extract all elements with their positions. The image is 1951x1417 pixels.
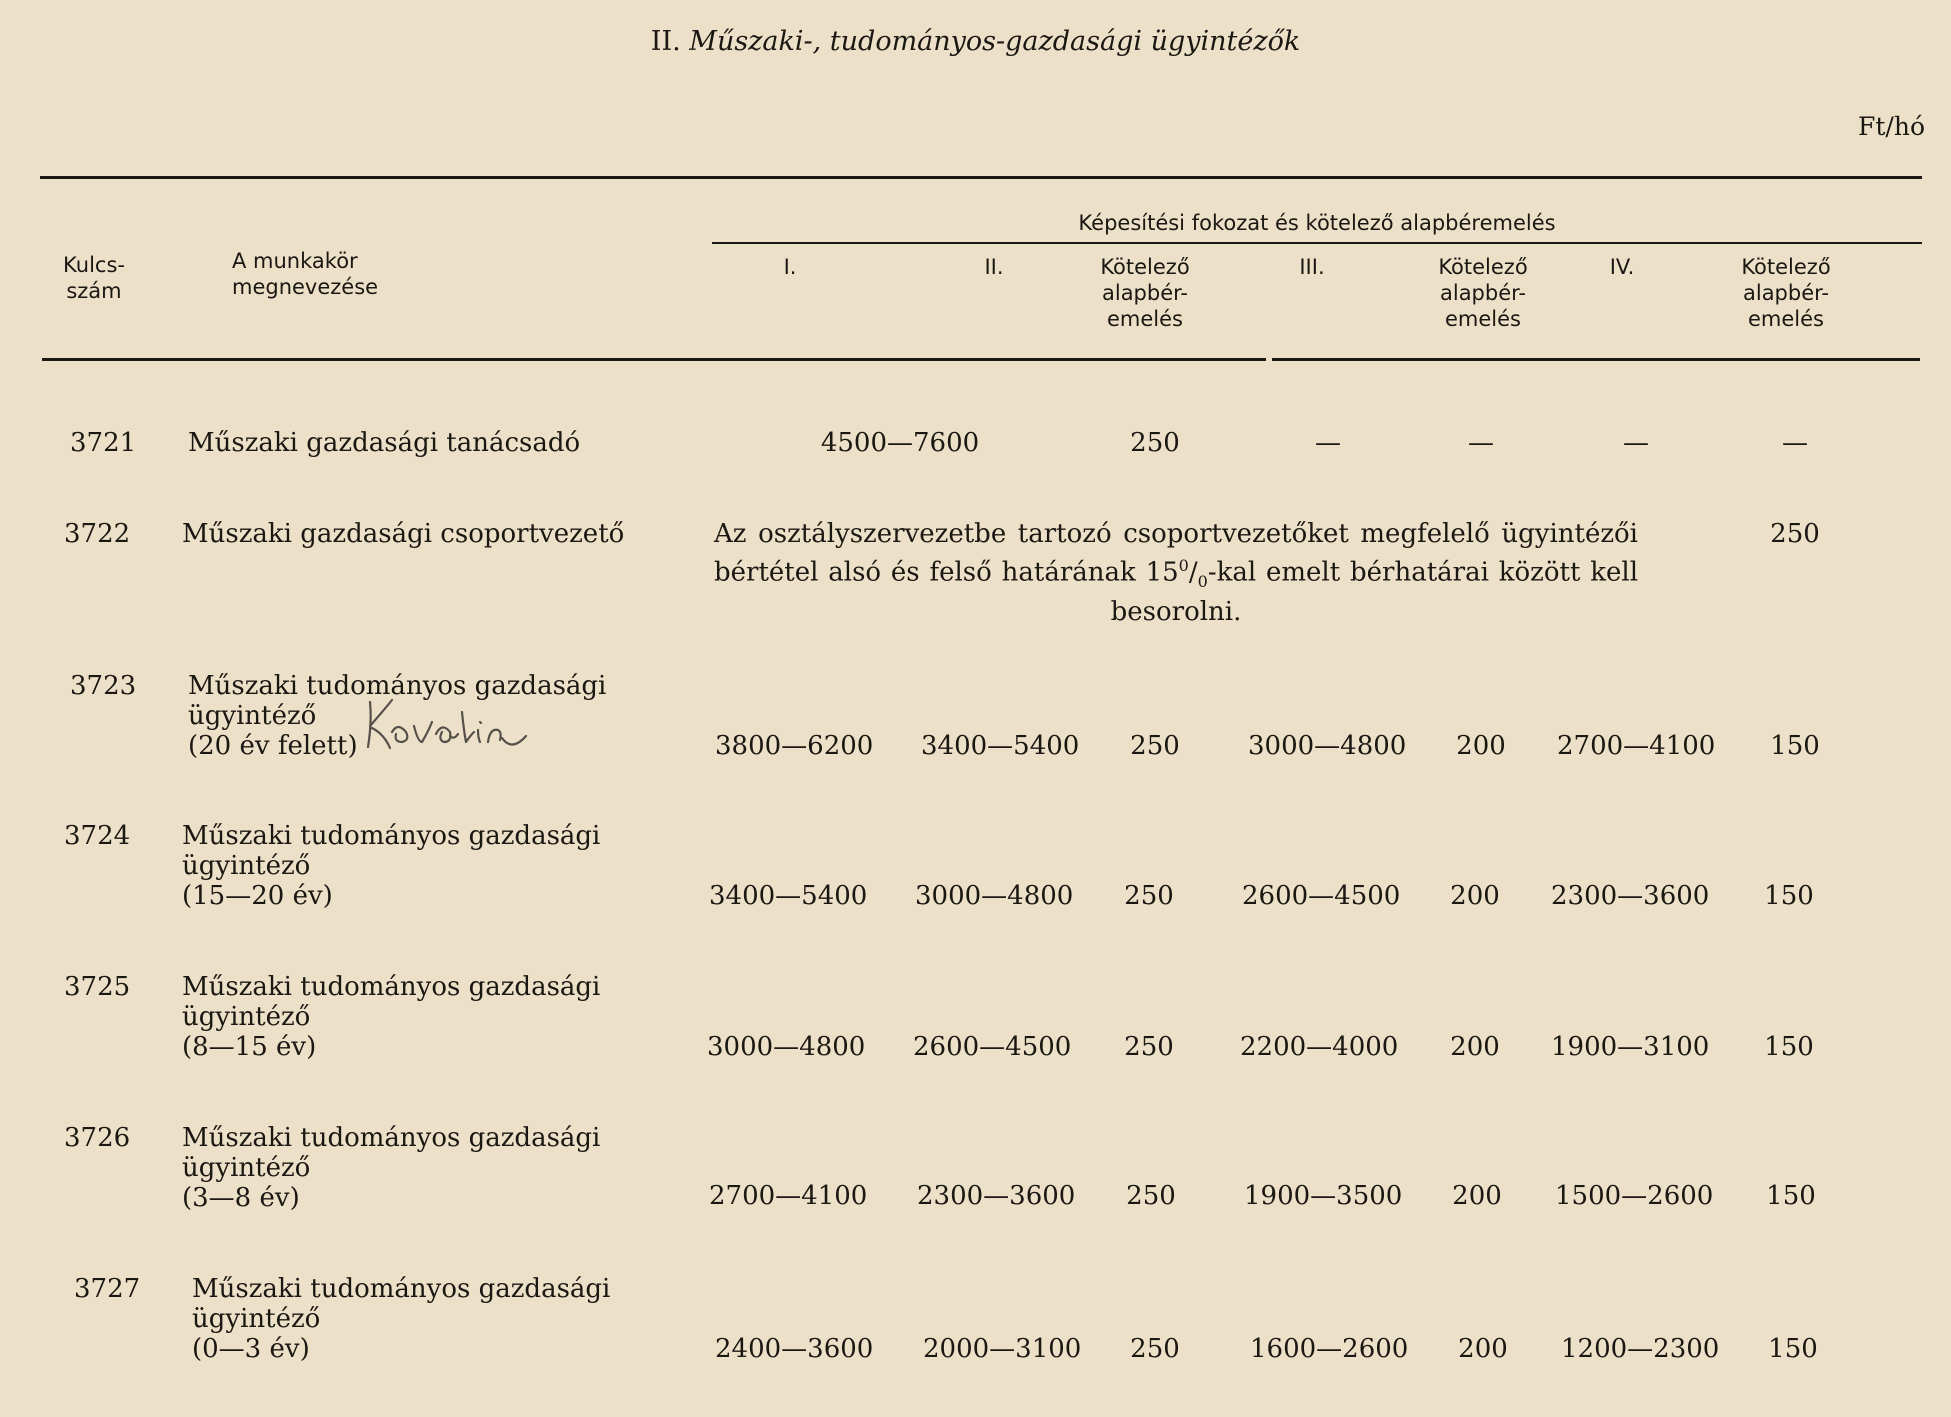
cell-raise-2: 200 xyxy=(1450,1032,1500,1062)
col-grade-3: III. xyxy=(1299,255,1325,279)
header-bottom-rule-right xyxy=(1272,358,1920,361)
row-key: 3725 xyxy=(64,972,131,1002)
cell-raise-3: 150 xyxy=(1770,731,1820,761)
cell-grade-4: — xyxy=(1623,428,1649,458)
note-text-a: Az osztályszervezetbe tartozó csoportvezetőket megfelelő ügyintézői bértétel alsó és felső határának 15 xyxy=(714,519,1638,588)
col-raise-2: Kötelező alapbér- emelés xyxy=(1438,255,1528,331)
cell-grade-2: 3000—4800 xyxy=(915,881,1074,911)
cell-grade-1: 2400—3600 xyxy=(715,1334,874,1364)
cell-raise-3: 250 xyxy=(1770,519,1820,549)
row-note xyxy=(714,519,1638,628)
cell-raise-3: — xyxy=(1782,428,1808,458)
note-percent-bottom: 0 xyxy=(1197,571,1208,591)
cell-grade-3: 3000—4800 xyxy=(1248,731,1407,761)
cell-grade-3: 1900—3500 xyxy=(1244,1181,1403,1211)
cell-raise-2: 200 xyxy=(1450,881,1500,911)
cell-merged-grade: 4500—7600 xyxy=(820,428,980,458)
row-key: 3724 xyxy=(64,821,131,851)
col-raise-1: Kötelező alapbér- emelés xyxy=(1100,255,1190,331)
row-key: 3726 xyxy=(64,1123,131,1153)
cell-grade-1: 3400—5400 xyxy=(709,881,868,911)
cell-raise-1: 250 xyxy=(1124,881,1174,911)
note-percent-slash: / xyxy=(1188,557,1198,588)
row-job-name: Műszaki gazdasági csoportvezető xyxy=(182,519,625,549)
header-bottom-rule-left xyxy=(42,358,1266,361)
cell-raise-1: 250 xyxy=(1126,1181,1176,1211)
cell-raise-3: 150 xyxy=(1766,1181,1816,1211)
cell-grade-2: 2600—4500 xyxy=(913,1032,1072,1062)
col-raise-3: Kötelező alapbér- emelés xyxy=(1741,255,1831,331)
note-percent-top: 0 xyxy=(1178,556,1189,575)
note-text-b: -kal emelt bérhatárai között kell besorolni. xyxy=(1110,557,1639,627)
cell-raise-3: 150 xyxy=(1768,1334,1818,1364)
top-rule xyxy=(40,176,1922,179)
cell-raise-2: 200 xyxy=(1458,1334,1508,1364)
page-title xyxy=(0,26,1951,57)
cell-grade-1: 3000—4800 xyxy=(707,1032,866,1062)
row-job-name: Műszaki tudományos gazdasági ügyintéző (0—3 év) xyxy=(192,1274,611,1364)
cell-grade-4: 1500—2600 xyxy=(1555,1181,1714,1211)
cell-raise-3: 150 xyxy=(1764,881,1814,911)
cell-raise-1: 250 xyxy=(1130,1334,1180,1364)
cell-grade-2: 2300—3600 xyxy=(917,1181,1076,1211)
row-job-name: Műszaki tudományos gazdasági ügyintéző (8—15 év) xyxy=(182,972,601,1062)
cell-grade-4: 1200—2300 xyxy=(1561,1334,1720,1364)
col-grade-4: IV. xyxy=(1609,255,1635,279)
cell-grade-3: 1600—2600 xyxy=(1250,1334,1409,1364)
title-roman: II. xyxy=(650,26,681,57)
row-key: 3727 xyxy=(74,1274,141,1304)
cell-grade-1: 3800—6200 xyxy=(715,731,874,761)
cell-grade-1: 2700—4100 xyxy=(709,1181,868,1211)
row-job-name: Műszaki gazdasági tanácsadó xyxy=(188,428,581,458)
row-job-name: Műszaki tudományos gazdasági ügyintéző (20 év felett) xyxy=(188,671,607,761)
col-grade-2: II. xyxy=(984,255,1004,279)
cell-grade-4: 2700—4100 xyxy=(1557,731,1716,761)
cell-raise-1: 250 xyxy=(1124,1032,1174,1062)
col-group-header: Képesítési fokozat és kötelező alapbéremelés xyxy=(1078,211,1556,235)
cell-grade-2: 3400—5400 xyxy=(921,731,1080,761)
col-grade-1: I. xyxy=(783,255,797,279)
group-rule xyxy=(712,242,1922,244)
cell-raise-2: — xyxy=(1468,428,1494,458)
row-key: 3721 xyxy=(70,428,137,458)
row-job-name: Műszaki tudományos gazdasági ügyintéző (15—20 év) xyxy=(182,821,601,911)
title-italic: Műszaki-, tudományos-gazdasági ügyintézők xyxy=(689,26,1301,57)
cell-raise-1: 250 xyxy=(1130,428,1180,458)
cell-raise-1: 250 xyxy=(1130,731,1180,761)
row-key: 3723 xyxy=(70,671,137,701)
unit-label: Ft/hó xyxy=(1858,112,1925,141)
cell-raise-2: 200 xyxy=(1452,1181,1502,1211)
cell-raise-2: 200 xyxy=(1456,731,1506,761)
cell-grade-3: 2200—4000 xyxy=(1240,1032,1399,1062)
cell-raise-3: 150 xyxy=(1764,1032,1814,1062)
cell-grade-2: 2000—3100 xyxy=(923,1334,1082,1364)
col-key-number: Kulcs- szám xyxy=(63,253,125,303)
row-job-name: Műszaki tudományos gazdasági ügyintéző (3—8 év) xyxy=(182,1123,601,1213)
cell-grade-4: 2300—3600 xyxy=(1551,881,1710,911)
handwritten-signature xyxy=(362,692,542,762)
cell-grade-3: — xyxy=(1315,428,1341,458)
row-key: 3722 xyxy=(64,519,131,549)
col-job-name: A munkakör megnevezése xyxy=(232,249,379,299)
cell-grade-3: 2600—4500 xyxy=(1242,881,1401,911)
cell-grade-4: 1900—3100 xyxy=(1551,1032,1710,1062)
